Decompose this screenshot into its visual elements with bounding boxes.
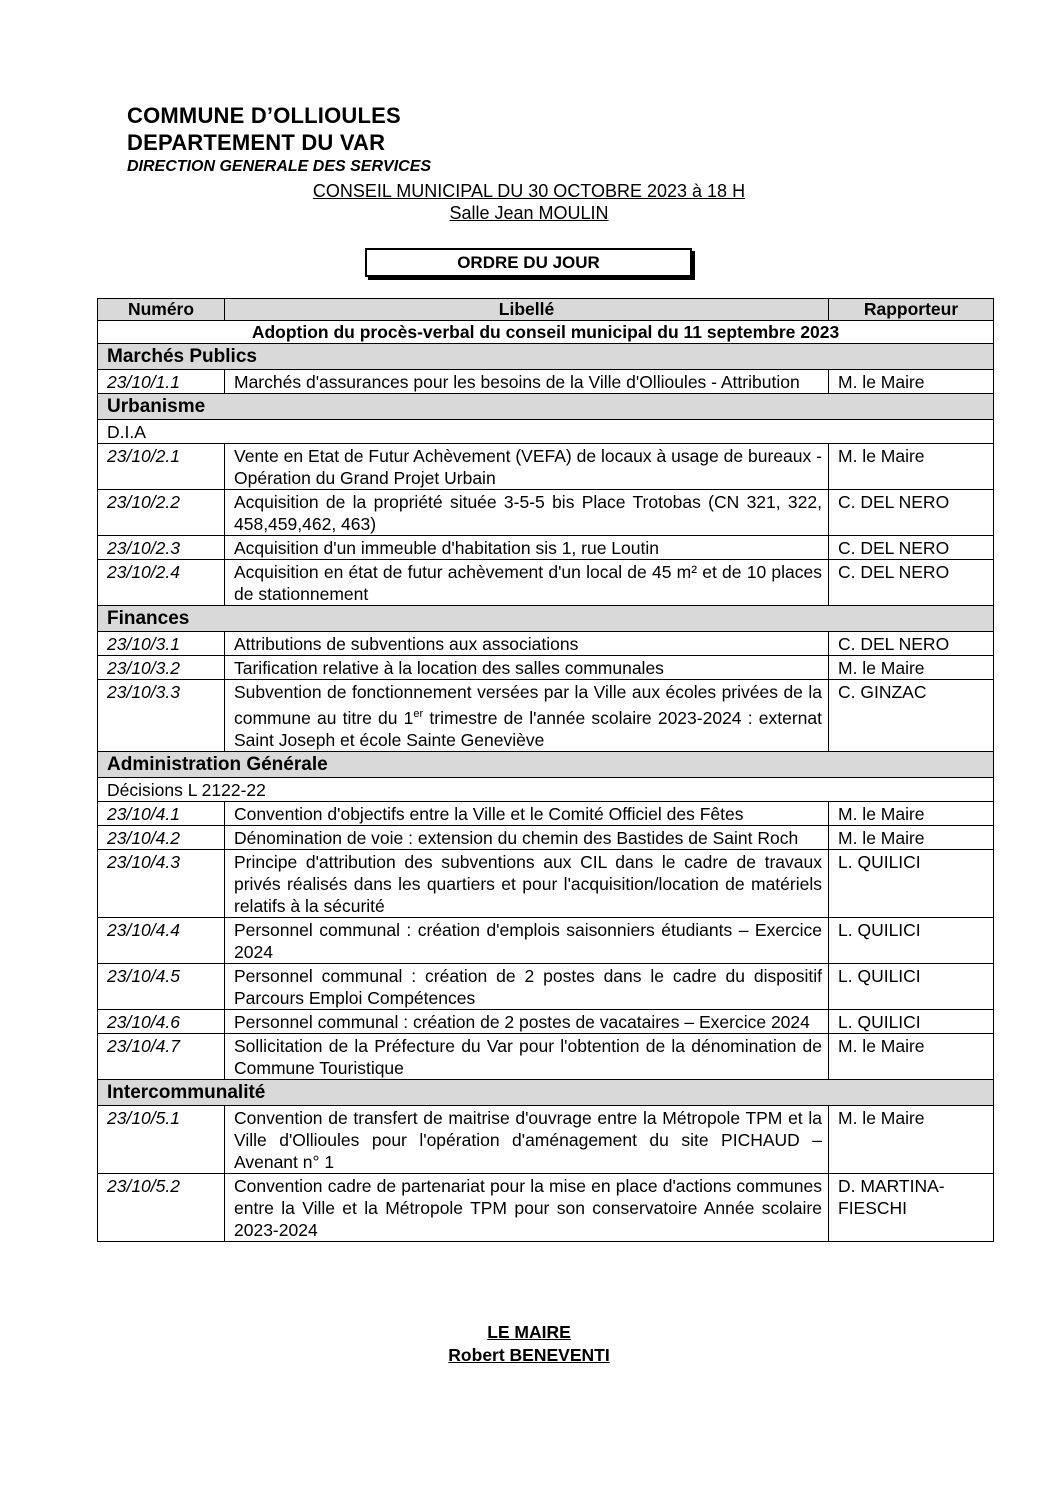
- direction-subtitle: DIRECTION GENERALE DES SERVICES: [127, 158, 432, 175]
- table-row: [98, 917, 994, 963]
- table-row: [98, 963, 994, 1009]
- row-number: 23/10/4.6: [98, 1009, 225, 1033]
- row-rapporteur: M. le Maire: [829, 801, 994, 825]
- section-interco: Intercommunalité: [98, 1079, 994, 1105]
- adoption-row: [98, 321, 994, 344]
- table-row: [98, 536, 994, 560]
- row-rapporteur: M. le Maire: [829, 825, 994, 849]
- row-label: Acquisition de la propriété située 3-5-5 bis Place Trotobas (CN 321, 322, 458,459,462, 463): [225, 490, 829, 536]
- row-number: 23/10/4.2: [98, 825, 225, 849]
- row-label-part: trimestre de l'année scolaire 2023-2024 : externat Saint Joseph et école Sainte Geneviève: [234, 707, 822, 750]
- section-marches: Marchés Publics: [98, 344, 994, 370]
- row-rapporteur: L. QUILICI: [829, 849, 994, 917]
- row-label: Convention cadre de partenariat pour la mise en place d'actions communes entre la Ville et la Métropole TPM pour son conservatoire Année scolaire 2023-2024: [225, 1173, 829, 1241]
- row-rapporteur: M. le Maire: [829, 444, 994, 490]
- row-label: Acquisition en état de futur achèvement d'un local de 45 m² et de 10 places de stationnement: [225, 560, 829, 606]
- ordinal-suffix: er: [413, 708, 424, 720]
- row-number: 23/10/5.2: [98, 1173, 225, 1241]
- row-number: 23/10/2.1: [98, 444, 225, 490]
- section-urbanisme: Urbanisme: [98, 394, 994, 420]
- row-rapporteur: C. DEL NERO: [829, 536, 994, 560]
- row-rapporteur: M. le Maire: [829, 656, 994, 680]
- section-row: [98, 606, 994, 632]
- table-row: [98, 656, 994, 680]
- row-label: Acquisition d'un immeuble d'habitation sis 1, rue Loutin: [225, 536, 829, 560]
- section-row: [98, 344, 994, 370]
- row-label-part: Subvention de fonctionnement versées par la Ville aux écoles privées de la commune au titre du 1: [234, 682, 822, 728]
- agenda-table: [97, 298, 994, 1242]
- meeting-info: [0, 180, 1058, 224]
- table-row: [98, 1105, 994, 1173]
- row-label: Dénomination de voie : extension du chemin des Bastides de Saint Roch: [225, 825, 829, 849]
- subsection-dia: D.I.A: [98, 420, 994, 444]
- row-number: 23/10/4.1: [98, 801, 225, 825]
- row-number: 23/10/2.3: [98, 536, 225, 560]
- table-header-row: [98, 299, 994, 321]
- document-header: [127, 102, 431, 177]
- signature-name: Robert BENEVENTI: [448, 1345, 610, 1365]
- row-label: Personnel communal : création de 2 postes de vacataires – Exercice 2024: [225, 1009, 829, 1033]
- table-row: [98, 1033, 994, 1079]
- row-number: 23/10/4.7: [98, 1033, 225, 1079]
- row-label: Sollicitation de la Préfecture du Var pour l'obtention de la dénomination de Commune Touristique: [225, 1033, 829, 1079]
- row-number: 23/10/2.2: [98, 490, 225, 536]
- row-number: 23/10/4.3: [98, 849, 225, 917]
- row-number: 23/10/3.1: [98, 632, 225, 656]
- row-label: Personnel communal : création d'emplois saisonniers étudiants – Exercice 2024: [225, 917, 829, 963]
- row-label: Convention d'objectifs entre la Ville et le Comité Officiel des Fêtes: [225, 801, 829, 825]
- row-label: Marchés d'assurances pour les besoins de la Ville d'Ollioules - Attribution: [225, 370, 829, 394]
- departement-title: DEPARTEMENT DU VAR: [127, 130, 386, 155]
- table-row: [98, 849, 994, 917]
- header-rapporteur: Rapporteur: [829, 299, 994, 321]
- row-label: Personnel communal : création de 2 postes dans le cadre du dispositif Parcours Emploi Compétences: [225, 963, 829, 1009]
- signature-title: LE MAIRE: [487, 1322, 571, 1342]
- row-number: 23/10/5.1: [98, 1105, 225, 1173]
- table-row: [98, 825, 994, 849]
- row-number: 23/10/2.4: [98, 560, 225, 606]
- row-number: 23/10/3.3: [98, 680, 225, 752]
- table-row: [98, 632, 994, 656]
- row-rapporteur: C. DEL NERO: [829, 490, 994, 536]
- row-rapporteur: M. le Maire: [829, 370, 994, 394]
- row-rapporteur: L. QUILICI: [829, 917, 994, 963]
- table-row: [98, 680, 994, 752]
- section-row: [98, 1079, 994, 1105]
- signature-block: [0, 1321, 1058, 1367]
- row-number: 23/10/4.5: [98, 963, 225, 1009]
- commune-title: COMMUNE D’OLLIOULES: [127, 103, 401, 128]
- row-label: [225, 680, 829, 752]
- table-row: [98, 1173, 994, 1241]
- row-rapporteur: M. le Maire: [829, 1033, 994, 1079]
- ordre-du-jour-title: ORDRE DU JOUR: [365, 248, 692, 277]
- row-rapporteur: L. QUILICI: [829, 1009, 994, 1033]
- row-rapporteur: M. le Maire: [829, 1105, 994, 1173]
- header-libelle: Libellé: [225, 299, 829, 321]
- row-label: Convention de transfert de maitrise d'ouvrage entre la Métropole TPM et la Ville d'Ollioules pour l'opération d'aménagement du site PICHAUD – Avenant n° 1: [225, 1105, 829, 1173]
- subsection-row: [98, 777, 994, 801]
- subsection-decisions: Décisions L 2122-22: [98, 777, 994, 801]
- section-admin: Administration Générale: [98, 751, 994, 777]
- table-row: [98, 490, 994, 536]
- table-row: [98, 370, 994, 394]
- row-label: Attributions de subventions aux associations: [225, 632, 829, 656]
- adoption-cell: Adoption du procès-verbal du conseil municipal du 11 septembre 2023: [98, 321, 994, 344]
- section-row: [98, 394, 994, 420]
- row-rapporteur: D. MARTINA-FIESCHI: [829, 1173, 994, 1241]
- section-row: [98, 751, 994, 777]
- row-label: Principe d'attribution des subventions aux CIL dans le cadre de travaux privés réalisés dans les quartiers et pour l'acquisition/location de matériels relatifs à la sécurité: [225, 849, 829, 917]
- header-numero: Numéro: [98, 299, 225, 321]
- row-number: 23/10/4.4: [98, 917, 225, 963]
- row-label: Vente en Etat de Futur Achèvement (VEFA) de locaux à usage de bureaux - Opération du Grand Projet Urbain: [225, 444, 829, 490]
- section-finances: Finances: [98, 606, 994, 632]
- row-label: Tarification relative à la location des salles communales: [225, 656, 829, 680]
- row-number: 23/10/1.1: [98, 370, 225, 394]
- row-rapporteur: C. DEL NERO: [829, 632, 994, 656]
- table-row: [98, 801, 994, 825]
- row-rapporteur: L. QUILICI: [829, 963, 994, 1009]
- row-rapporteur: C. DEL NERO: [829, 560, 994, 606]
- salle-line: Salle Jean MOULIN: [449, 203, 609, 223]
- subsection-row: [98, 420, 994, 444]
- table-row: [98, 1009, 994, 1033]
- conseil-line: CONSEIL MUNICIPAL DU 30 OCTOBRE 2023 à 18 H: [312, 181, 746, 201]
- table-row: [98, 444, 994, 490]
- table-row: [98, 560, 994, 606]
- row-rapporteur: C. GINZAC: [829, 680, 994, 752]
- row-number: 23/10/3.2: [98, 656, 225, 680]
